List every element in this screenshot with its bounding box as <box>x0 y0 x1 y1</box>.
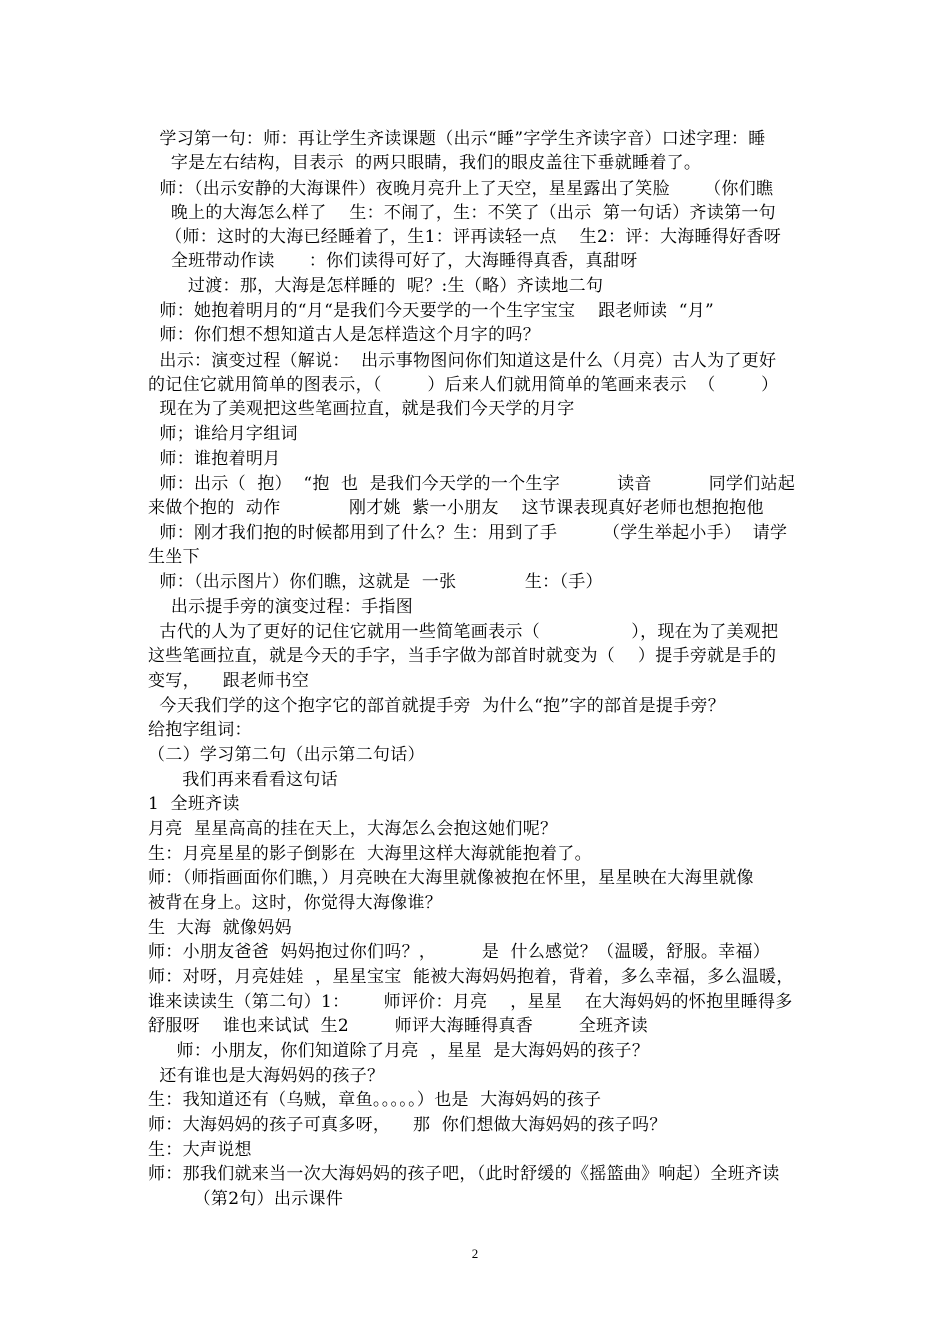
text-line: 古代的人为了更好的记住它就用一些简笔画表示（ ），现在为了美观把 <box>148 622 779 642</box>
text-line: 过渡：那，大海是怎样睡的 呢？:生（略）齐读地二句 <box>148 276 604 296</box>
text-line: 的记住它就用简单的图表示，（ ）后来人们就用简单的笔画来表示 （ ） <box>148 375 779 395</box>
text-line: 我们再来看看这句话 <box>148 770 338 790</box>
text-line: 谁来读读生（第二句）1： 师评价：月亮 ，星星 在大海妈妈的怀抱里睡得多 <box>148 992 793 1012</box>
text-line: 师：小朋友爸爸 妈妈抱过你们吗？， 是 什么感觉？（温暖，舒服。幸福） <box>148 942 771 962</box>
text-line: 生坐下 <box>148 547 200 567</box>
text-line: 师：大海妈妈的孩子可真多呀， 那 你们想做大海妈妈的孩子吗？ <box>148 1115 667 1135</box>
text-line: 还有谁也是大海妈妈的孩子？ <box>148 1066 385 1086</box>
text-line: 晚上的大海怎么样了 生：不闹了，生：不笑了（出示 第一句话）齐读第一句 <box>148 203 776 223</box>
text-line: 师：（出示安静的大海课件）夜晚月亮升上了天空，星星露出了笑脸 （你们瞧 <box>148 179 774 199</box>
text-line: 生：大声说想 <box>148 1140 252 1160</box>
text-line: 来做个抱的 动作 刚才姚 紫一小朋友 这节课表现真好老师也想抱抱他 <box>148 498 764 518</box>
text-line: 现在为了美观把这些笔画拉直，就是我们今天学的月字 <box>148 399 575 419</box>
text-line: 生 大海 就像妈妈 <box>148 918 292 938</box>
text-line: 师：你们想不想知道古人是怎样造这个月字的吗？ <box>148 325 541 345</box>
text-line: 出示：演变过程（解说： 出示事物图问你们知道这是什么（月亮）古人为了更好 <box>148 351 777 371</box>
text-line: 给抱字组词： <box>148 720 252 740</box>
text-line: 今天我们学的这个抱字它的部首就提手旁 为什么“抱”字的部首是提手旁？ <box>148 696 726 716</box>
text-line: 师：（师指画面你们瞧，）月亮映在大海里就像被抱在怀里，星星映在大海里就像 <box>148 868 754 888</box>
text-line: 全班带动作读 ：你们读得可好了，大海睡得真香，真甜呀 <box>148 251 638 271</box>
text-line: （师：这时的大海已经睡着了，生1：评再读轻一点 生2：评：大海睡得好香呀 <box>148 227 782 247</box>
text-line: 生：月亮星星的影子倒影在 大海里这样大海就能抱着了。 <box>148 844 592 864</box>
text-line: 被背在身上。这时，你觉得大海像谁？ <box>148 893 443 913</box>
text-line: 师：小朋友，你们知道除了月亮 ，星星 是大海妈妈的孩子？ <box>148 1041 650 1061</box>
text-line: 生：我知道还有（乌贼，章鱼。。。。。）也是 大海妈妈的孩子 <box>148 1090 602 1110</box>
text-line: 字是左右结构，目表示 的两只眼睛，我们的眼皮盖往下垂就睡着了。 <box>148 153 702 173</box>
text-line: 1 全班齐读 <box>148 794 240 814</box>
page-number: 2 <box>471 1246 479 1261</box>
text-line: 师：谁抱着明月 <box>148 449 281 469</box>
text-line: 学习第一句：师：再让学生齐读课题（出示“睡”字学生齐读字音）口述字理：睡 <box>148 129 766 149</box>
text-line: 月亮 星星高高的挂在天上，大海怎么会抱这她们呢？ <box>148 819 558 839</box>
text-line: 这些笔画拉直，就是今天的手字，当手字做为部首时就变为（ ）提手旁就是手的 <box>148 646 777 666</box>
section-heading: （二）学习第二句（出示第二句话） <box>148 745 425 765</box>
text-line: 师：那我们就来当一次大海妈妈的孩子吧，（此时舒缓的《摇篮曲》响起）全班齐读 <box>148 1164 780 1184</box>
text-line: 师：出示（ 抱） “抱 也 是我们今天学的一个生字 读音 同学们站起 <box>148 474 796 494</box>
text-line: 舒服呀 谁也来试试 生2 师评大海睡得真香 全班齐读 <box>148 1016 648 1036</box>
text-line: 出示提手旁的演变过程：手指图 <box>148 597 414 617</box>
text-line: 师：对呀，月亮娃娃 ，星星宝宝 能被大海妈妈抱着，背着，多么幸福，多么温暖， <box>148 967 794 987</box>
text-line: 师：刚才我们抱的时候都用到了什么？生：用到了手 （学生举起小手） 请学 <box>148 523 788 543</box>
text-line: 师：（出示图片）你们瞧，这就是 一张 生：（手） <box>148 572 603 592</box>
text-line: （第2句）出示课件 <box>148 1189 344 1209</box>
text-line: 变写， 跟老师书空 <box>148 671 310 691</box>
text-line: 师：她抱着明月的“月“是我们今天要学的一个生字宝宝 跟老师读 “月” <box>148 301 714 321</box>
text-line: 师；谁给月字组词 <box>148 424 298 444</box>
